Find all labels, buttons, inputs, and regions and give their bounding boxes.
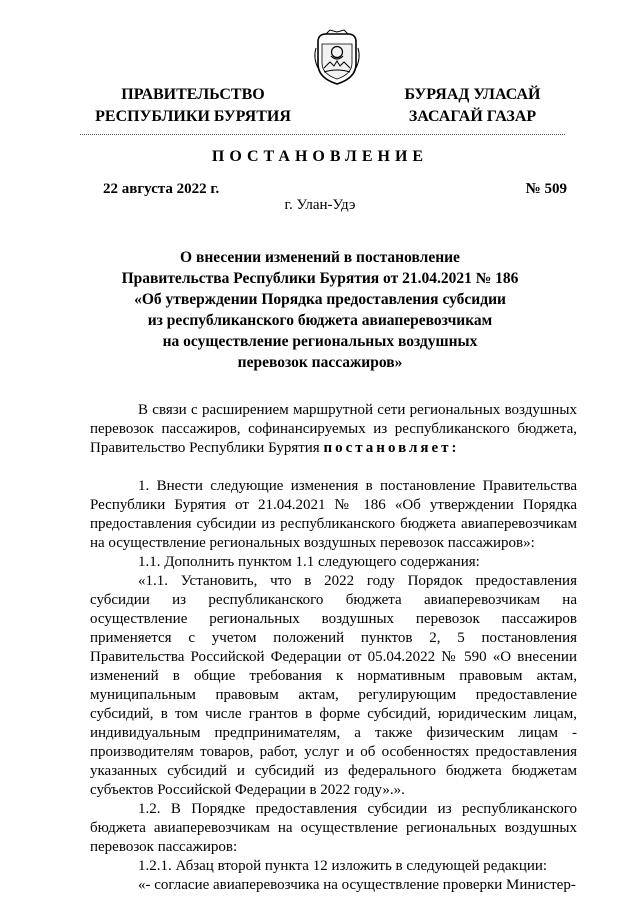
header-divider bbox=[80, 134, 565, 135]
paragraph-1-2-1: 1.2.1. Абзац второй пункта 12 изложить в следующей редакции: bbox=[138, 858, 548, 874]
paragraph-1-1: 1.1. Дополнить пунктом 1.1 следующего содержания: bbox=[138, 554, 480, 570]
paragraph-1-2: 1.2. В Порядке предоставления субсидии из республиканского бюджета авиаперевозчикам на осуществление региональных воздушных перевозок пассажиров: bbox=[90, 801, 577, 855]
heading-line: перевозок пассажиров» bbox=[237, 354, 403, 371]
header-left-line2: РЕСПУБЛИКИ БУРЯТИЯ bbox=[95, 108, 291, 125]
document-type-title: ПОСТАНОВЛЕНИЕ bbox=[211, 148, 429, 165]
intro-text: В связи с расширением маршрутной сети региональных воздушных перевозок пассажиров, софинансируемых из республиканского бюджета, Правительство Республики Бурятия bbox=[90, 402, 577, 456]
document-city: г. Улан-Удэ bbox=[284, 197, 356, 213]
header-right-line1: БУРЯАД УЛАСАЙ bbox=[404, 86, 541, 103]
heading-line: О внесении изменений в постановление bbox=[180, 249, 460, 266]
header-left bbox=[88, 84, 298, 128]
header-right bbox=[385, 84, 560, 128]
header-right-line2: ЗАСАГАЙ ГАЗАР bbox=[408, 108, 537, 125]
heading-line: «Об утверждении Порядка предоставления субсидии bbox=[134, 291, 506, 308]
heading-line: из республиканского бюджета авиаперевозчикам bbox=[147, 312, 493, 329]
coat-of-arms-emblem bbox=[312, 28, 362, 86]
document-body bbox=[90, 401, 577, 895]
document-date: 22 августа 2022 г. bbox=[103, 181, 220, 197]
intro-paragraph bbox=[90, 401, 577, 458]
document-heading bbox=[110, 247, 530, 373]
paragraph-1: 1. Внести следующие изменения в постановление Правительства Республики Бурятия от 21.04.2021 № 186 «Об утверждении Порядка предоставления субсидии из республиканского бюджета авиаперевозчикам на осуществление региональных воздушных перевозок пассажиров»: bbox=[90, 478, 577, 551]
document-number: № 509 bbox=[525, 181, 567, 197]
resolution-word: постановляет: bbox=[323, 440, 460, 456]
paragraph-1-1-text: «1.1. Установить, что в 2022 году Порядок предоставления субсидии из республиканского бюджета авиаперевозчикам на осуществление региональных воздушных перевозок пассажиров применяется с учетом положений пунктов 2, 5 постановления Правительства Российской Федерации от 05.04.2022 № 590 «О внесении изменений в общие требования к нормативным правовым актам, муниципальным правовым актам, регулирующим предоставление субсидий, в том числе грантов в форме субсидий, юридическим лицам, индивидуальным предпринимателям, а также физическим лицам - производителям товаров, работ, услуг и об особенностях предоставления указанных субсидий и субсидий из федерального бюджета бюджетам субъектов Российской Федерации в 2022 году».». bbox=[90, 573, 577, 798]
paragraph-1-2-1-text: «- согласие авиаперевозчика на осуществление проверки Министер- bbox=[138, 877, 576, 893]
heading-line: на осуществление региональных воздушных bbox=[162, 333, 478, 350]
header-left-line1: ПРАВИТЕЛЬСТВО bbox=[121, 86, 265, 103]
heading-line: Правительства Республики Бурятия от 21.04.2021 № 186 bbox=[121, 270, 519, 287]
